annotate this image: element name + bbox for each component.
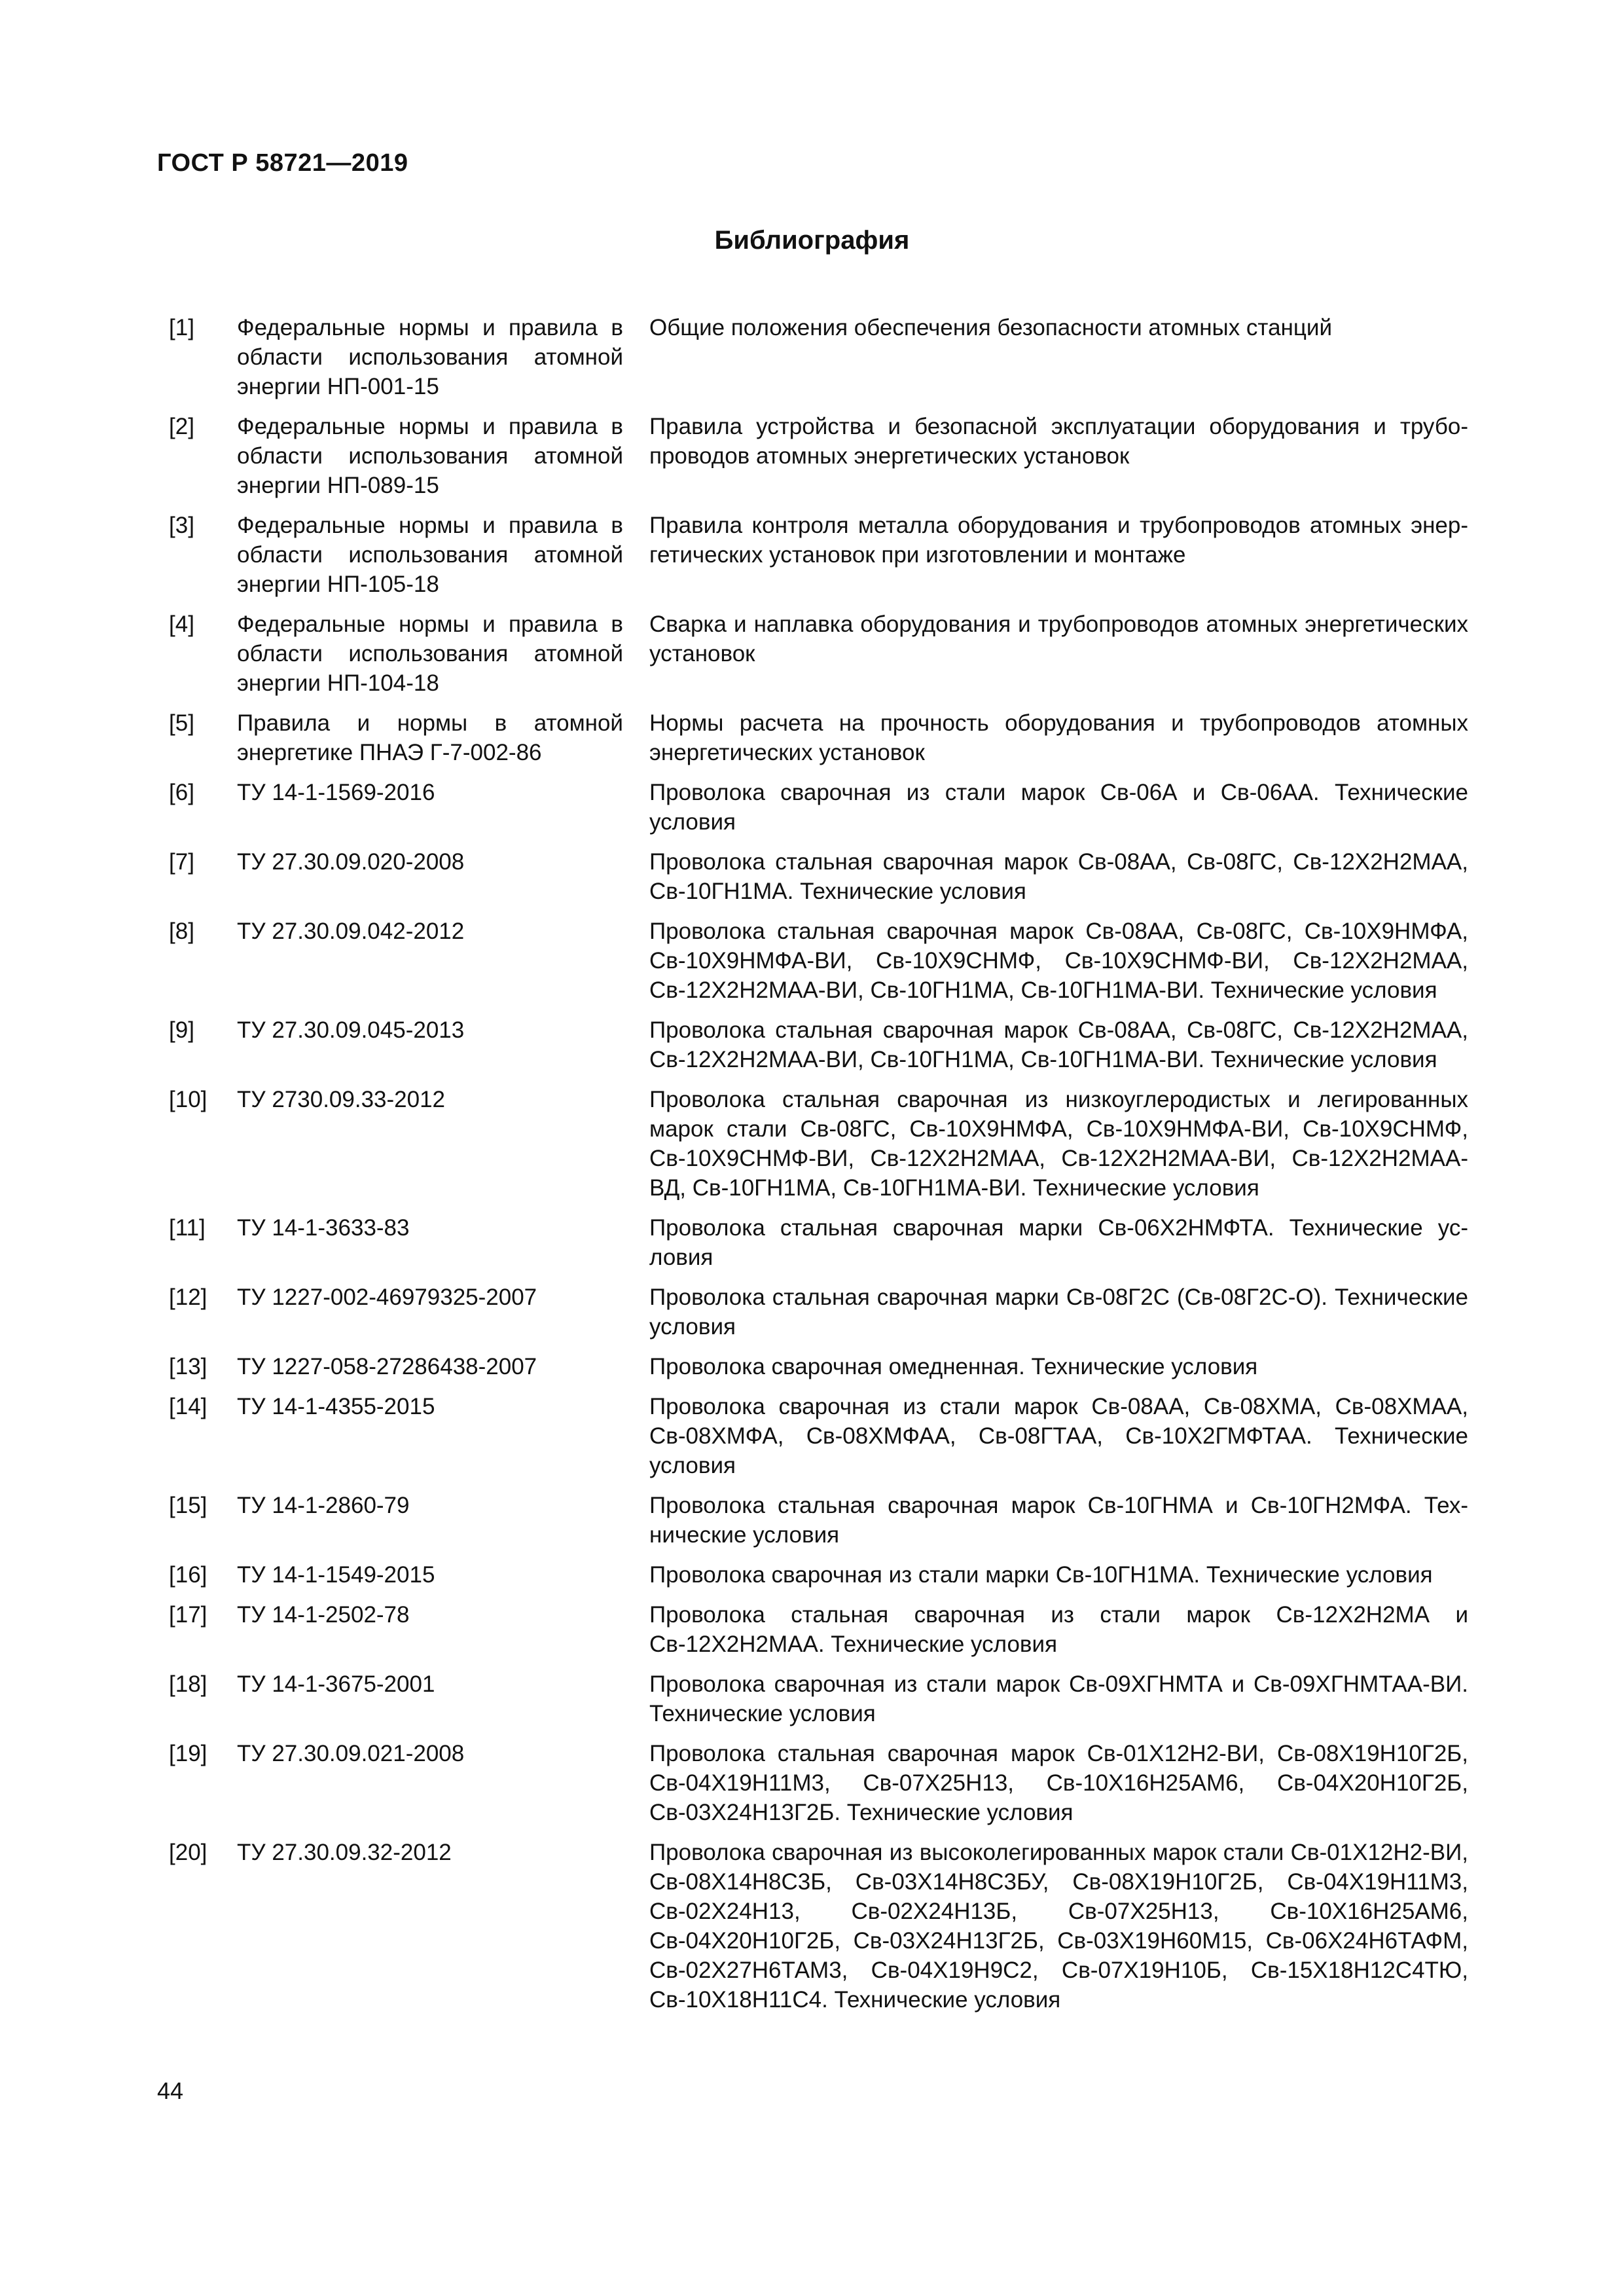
bibliography-entry-18	[169, 1669, 1468, 1728]
entry-number: [9]	[169, 1017, 194, 1043]
bibliography-entry-9	[169, 1015, 1468, 1074]
entry-title: Проволока стальная сварочная марок Св-08АА, Св-08ГС, Св-10Х9НМФА, Св-10Х9НМФА-ВИ, Св-10Х9СНМФ, Св-10Х9СНМФ-ВИ, Св-12Х2Н2МАА, Св-12Х2Н2МАА-ВИ, Св-10ГН1МА, Св-10ГН1МА-ВИ. Технические условия	[649, 919, 1468, 1003]
entry-document: ТУ 14-1-3633-83	[237, 1215, 410, 1241]
entry-number: [4]	[169, 611, 194, 637]
entry-number: [12]	[169, 1285, 208, 1310]
entry-number: [1]	[169, 315, 194, 340]
entry-document: ТУ 14-1-3675-2001	[237, 1671, 435, 1697]
bibliography-entry-12	[169, 1283, 1468, 1341]
entry-document: Федеральные нормы и правила в области использования атомной энергии НП-104-18	[237, 611, 623, 696]
entry-title: Сварка и наплавка оборудования и трубопроводов атомных энергетических установок	[649, 611, 1468, 666]
page-number: 44	[157, 2077, 184, 2104]
entry-number: [19]	[169, 1741, 208, 1766]
bibliography-entry-16	[169, 1560, 1468, 1590]
entry-title: Проволока сварочная из высоколегированных марок стали Св-01Х12Н2-ВИ, Св-08Х14Н8С3Б, Св-03Х14Н8С3БУ, Св-08Х19Н10Г2Б, Св-04Х19Н11М3, Св-02Х24Н13, Св-02Х24Н13Б, Св-07Х25Н13, Св-10Х16Н25АМ6, Св-04Х20Н10Г2Б, Св-03Х24Н13Г2Б, Св-03Х19Н60М15, Св-06Х24Н6ТАФМ, Св-02Х27Н6ТАМ3, Св-04Х19Н9С2, Св-07Х19Н10Б, Св-15Х18Н12С4ТЮ, Св-10Х18Н11С4. Технические условия	[649, 1840, 1468, 2013]
entry-document: ТУ 27.30.09.020-2008	[237, 849, 465, 875]
entry-number: [2]	[169, 414, 194, 439]
entry-title: Проволока сварочная из стали марок Св-09ХГНМТА и Св-09ХГНМТАА-ВИ. Технические условия	[649, 1671, 1468, 1726]
entry-number: [18]	[169, 1671, 208, 1697]
bibliography-entry-1	[169, 313, 1468, 401]
entry-title: Проволока стальная сварочная марки Св-08Г2С (Св-08Г2С-О). Технические условия	[649, 1285, 1468, 1339]
entry-title: Проволока сварочная из стали марок Св-06А и Св-06АА. Технические условия	[649, 780, 1468, 835]
entry-document: ТУ 2730.09.33-2012	[237, 1087, 446, 1112]
entry-document: Федеральные нормы и правила в области использования атомной энергии НП-105-18	[237, 513, 623, 597]
entry-document: ТУ 14-1-1549-2015	[237, 1562, 435, 1588]
entry-number: [10]	[169, 1087, 208, 1112]
entry-title: Правила контроля металла оборудования и трубопроводов атомных энергетических установок при изготовлении и монтаже	[649, 513, 1468, 568]
entry-number: [3]	[169, 513, 194, 538]
entry-title: Общие положения обеспечения безопасности атомных станций	[649, 315, 1333, 340]
entry-number: [17]	[169, 1602, 208, 1628]
entry-document: Правила и нормы в атомной энергетике ПНАЭ Г-7-002-86	[237, 710, 623, 765]
bibliography-entry-17	[169, 1600, 1468, 1659]
entry-number: [8]	[169, 919, 194, 944]
entry-document: ТУ 27.30.09.042-2012	[237, 919, 465, 944]
entry-document: ТУ 1227-058-27286438-2007	[237, 1354, 537, 1379]
entry-title: Проволока стальная сварочная из низкоуглеродистых и легированных марок стали Св-08ГС, Св-10Х9НМФА, Св-10Х9НМФА-ВИ, Св-10Х9СНМФ, Св-10Х9СНМФ-ВИ, Св-12Х2Н2МАА, Св-12Х2Н2МАА-ВИ, Св-12Х2Н2МАА-ВД, Св-10ГН1МА, Св-10ГН1МА-ВИ. Технические условия	[649, 1087, 1468, 1201]
entry-title: Правила устройства и безопасной эксплуатации оборудования и трубопроводов атомных энергетических установок	[649, 414, 1468, 469]
entry-document: ТУ 27.30.09.045-2013	[237, 1017, 465, 1043]
document-header: ГОСТ Р 58721—2019	[157, 149, 408, 177]
entry-number: [16]	[169, 1562, 208, 1588]
entry-number: [15]	[169, 1493, 208, 1518]
entry-number: [6]	[169, 780, 194, 805]
entry-document: ТУ 14-1-2860-79	[237, 1493, 410, 1518]
bibliography-entry-15	[169, 1491, 1468, 1550]
bibliography-entry-4	[169, 610, 1468, 698]
entry-number: [13]	[169, 1354, 208, 1379]
bibliography-entry-8	[169, 917, 1468, 1005]
entry-number: [11]	[169, 1215, 206, 1241]
entry-title: Проволока стальная сварочная марок Св-08АА, Св-08ГС, Св-12Х2Н2МАА, Св-12Х2Н2МАА-ВИ, Св-10ГН1МА, Св-10ГН1МА-ВИ. Технические условия	[649, 1017, 1468, 1072]
bibliography-entry-14	[169, 1392, 1468, 1480]
bibliography-entry-13	[169, 1352, 1468, 1381]
entry-number: [20]	[169, 1840, 208, 1865]
entry-document: Федеральные нормы и правила в области использования атомной энергии НП-089-15	[237, 414, 623, 498]
entry-title: Проволока стальная сварочная марки Св-06Х2НМФТА. Технические условия	[649, 1215, 1468, 1270]
entry-number: [7]	[169, 849, 194, 875]
entry-title: Проволока сварочная омедненная. Технические условия	[649, 1354, 1258, 1379]
entry-title: Проволока сварочная из стали марок Св-08АА, Св-08ХМА, Св-08ХМАА, Св-08ХМФА, Св-08ХМФАА, Св-08ГТАА, Св-10Х2ГМФТАА. Технические условия	[649, 1394, 1468, 1478]
bibliography-entry-20	[169, 1838, 1468, 2014]
entry-title: Нормы расчета на прочность оборудования и трубопроводов атомных энергетических установок	[649, 710, 1468, 765]
entry-title: Проволока стальная сварочная марок Св-01Х12Н2-ВИ, Св-08Х19Н10Г2Б, Св-04Х19Н11М3, Св-07Х25Н13, Св-10Х16Н25АМ6, Св-04Х20Н10Г2Б, Св-03Х24Н13Г2Б. Технические условия	[649, 1741, 1468, 1825]
entry-document: Федеральные нормы и правила в области использования атомной энергии НП-001-15	[237, 315, 623, 399]
page-title: Библиография	[714, 226, 910, 255]
bibliography-entry-2	[169, 412, 1468, 500]
entry-document: ТУ 27.30.09.32-2012	[237, 1840, 452, 1865]
bibliography-entry-5	[169, 708, 1468, 767]
entry-document: ТУ 1227-002-46979325-2007	[237, 1285, 537, 1310]
bibliography-entry-10	[169, 1085, 1468, 1203]
entry-document: ТУ 14-1-4355-2015	[237, 1394, 435, 1419]
bibliography-entry-7	[169, 847, 1468, 906]
entry-title: Проволока стальная сварочная марок Св-08АА, Св-08ГС, Св-12Х2Н2МАА, Св-10ГН1МА. Технические условия	[649, 849, 1468, 904]
entry-title: Проволока стальная сварочная из стали марок Св-12Х2Н2МА и Св-12Х2Н2МАА. Технические условия	[649, 1602, 1468, 1657]
bibliography-entry-6	[169, 778, 1468, 837]
bibliography-entry-11	[169, 1213, 1468, 1272]
bibliography-list	[169, 313, 1468, 2025]
bibliography-entry-19	[169, 1739, 1468, 1827]
bibliography-entry-3	[169, 511, 1468, 599]
entry-title: Проволока сварочная из стали марки Св-10ГН1МА. Технические условия	[649, 1562, 1433, 1588]
entry-document: ТУ 14-1-2502-78	[237, 1602, 410, 1628]
entry-document: ТУ 27.30.09.021-2008	[237, 1741, 465, 1766]
entry-document: ТУ 14-1-1569-2016	[237, 780, 435, 805]
entry-number: [14]	[169, 1394, 208, 1419]
entry-title: Проволока стальная сварочная марок Св-10ГНМА и Св-10ГН2МФА. Технические условия	[649, 1493, 1468, 1548]
entry-number: [5]	[169, 710, 194, 736]
